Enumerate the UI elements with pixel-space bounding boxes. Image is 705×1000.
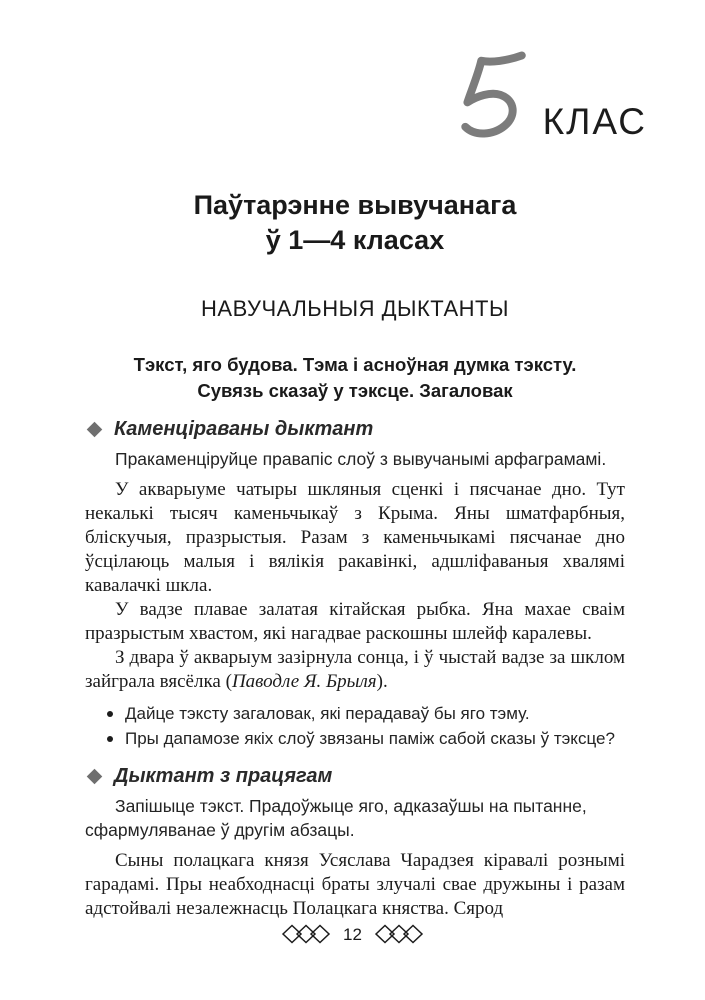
exercise-heading — [85, 417, 625, 442]
page-number: 12 — [343, 924, 362, 944]
exercise-continuation-dictation — [85, 764, 625, 921]
chapter-title-line2: ў 1—4 класах — [265, 225, 445, 255]
topic-title-line2: Сувязь сказаў у тэксце. Загаловак — [197, 380, 513, 401]
topic-title — [85, 352, 625, 404]
grade-header — [85, 46, 647, 146]
exercise-type-label: Каменціраваны дыктант — [114, 418, 374, 440]
task-item — [85, 701, 625, 726]
source-attribution: Паводле Я. Брыля — [231, 671, 377, 692]
bullet-dot-icon — [107, 736, 113, 742]
dictation-paragraph: Сыны полацкага князя Усяслава Чарадзея кіравалі рознымі гарадамі. Пры неабходнасці браты злучалі свае дружыны і разам адстойвалі незалежнасць Полацкага княства. Сярод — [85, 850, 625, 919]
chapter-title-line1: Паўтарэнне вывучанага — [193, 190, 517, 220]
section-heading: НАВУЧАЛЬНЫЯ ДЫКТАНТЫ — [201, 296, 509, 321]
dictation-paragraph: У акварыуме чатыры шкляныя сценкі і пясчанае дно. Тут некалькі тысяч каменьчыкаў з Крыма. Яны шматфарбныя, бліскучыя, празрыстыя. Разам з каменьчыкамі пясчанае дно ўсцілаюць малыя і вялікія ракавінкі, адшліфаваныя хвалямі кавалачкі шкла. — [85, 479, 625, 596]
diamond-bullet-icon — [87, 769, 103, 785]
diamond-bullet-icon — [87, 422, 103, 438]
chapter-title — [85, 188, 625, 258]
exercise-type-label: Дыктант з працягам — [114, 765, 333, 787]
exercise-instruction: Пракаменціруйце правапіс слоў з вывучанымі арфаграмамі. — [115, 449, 607, 469]
exercise-commented-dictation — [85, 417, 625, 751]
topic-title-line1: Тэкст, яго будова. Тэма і асноўная думка тэксту. — [133, 354, 577, 375]
task-list — [85, 701, 625, 751]
diamond-chain-ornament-icon — [281, 924, 331, 944]
task-item — [85, 726, 625, 751]
task-text: Пры дапамозе якіх слоў звязаны паміж сабой сказы ў тэксце? — [125, 729, 615, 748]
diamond-chain-ornament-icon — [374, 924, 424, 944]
dictation-paragraph: У вадзе плавае залатая кітайская рыбка. Яна махае сваім празрыстым хвастом, які нагадвае раскошны шлейф каралевы. — [85, 599, 625, 644]
page-footer — [0, 924, 705, 944]
bullet-dot-icon — [107, 711, 113, 717]
exercise-instruction: Запішыце тэкст. Прадоўжыце яго, адказаўшы на пытанне, сфармуляванае ў другім абзацы. — [85, 796, 587, 840]
paragraph-text: ). — [376, 671, 388, 692]
grade-label: КЛАС — [542, 101, 647, 142]
dictation-paragraph-with-attribution — [85, 646, 625, 694]
task-text: Дайце тэксту загаловак, які перадаваў бы яго тэму. — [125, 704, 530, 723]
paragraph-text: З двара ў акварыум зазірнула сонца, і ў чыстай вадзе за шклом зайграла вясёлка ( — [85, 647, 625, 692]
grade-numeral-icon — [455, 48, 531, 146]
exercise-heading — [85, 764, 625, 789]
